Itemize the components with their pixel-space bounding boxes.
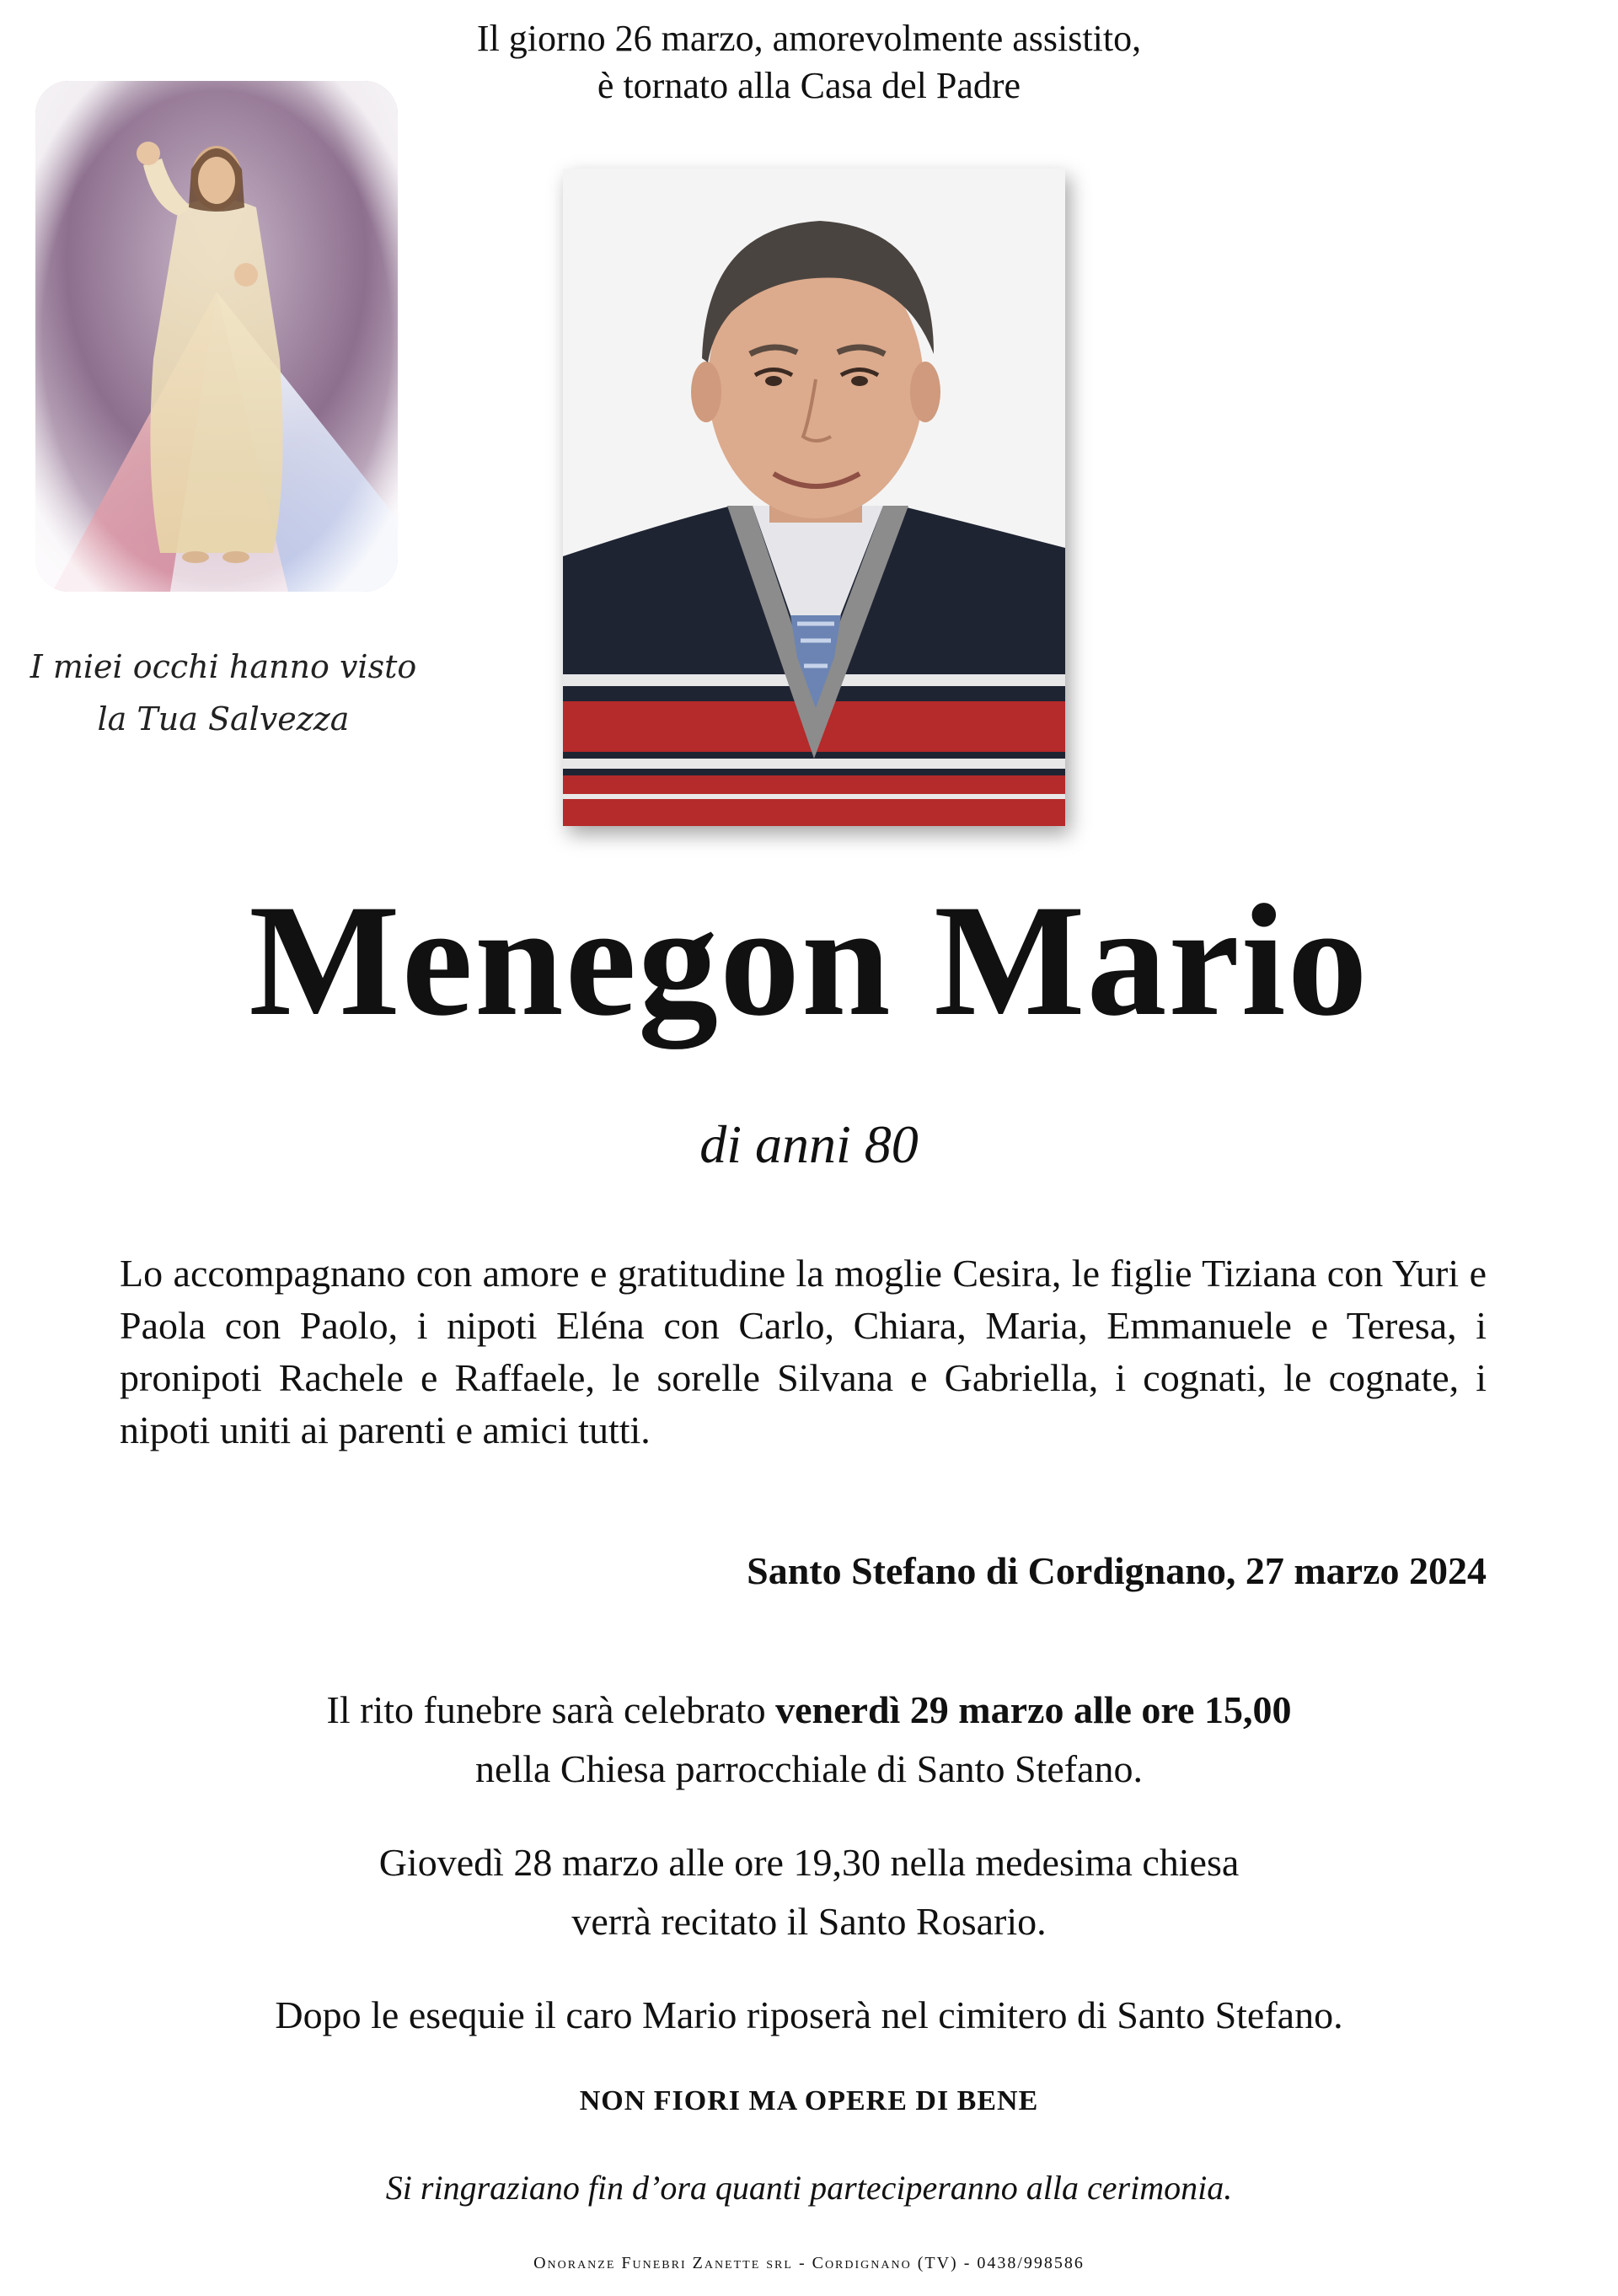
rosary-info	[0, 1833, 1618, 1951]
deceased-name: Menegon Mario	[249, 872, 1369, 1049]
holy-caption-line-2: la Tua Salvezza	[97, 700, 350, 738]
deceased-portrait	[563, 169, 1065, 826]
no-flowers-notice: NON FIORI MA OPERE DI BENE	[579, 2085, 1039, 2116]
rite-line-2: nella Chiesa parrocchiale di Santo Stefano.	[475, 1747, 1143, 1790]
intro-line-2: è tornato alla Casa del Padre	[597, 65, 1021, 106]
place-date: Santo Stefano di Cordignano, 27 marzo 2024	[747, 1549, 1487, 1592]
rosary-line-1: Giovedì 28 marzo alle ore 19,30 nella medesima chiesa	[378, 1841, 1240, 1884]
thanks-note: Si ringraziano fin d’ora quanti parteciperanno alla cerimonia.	[385, 2169, 1233, 2207]
family-paragraph: Lo accompagnano con amore e gratitudine la moglie Cesira, le figlie Tiziana con Yuri e Paola con Paolo, i nipoti Eléna con Carlo, Chiara, Maria, Emmanuele e Teresa, i pronipoti Rachele e Raffaele, le sorelle Silvana e Gabriella, i cognati, le cognate, i nipoti uniti ai parenti e amici tutti.	[120, 1252, 1487, 1451]
holy-caption	[25, 641, 421, 745]
holy-caption-line-1: I miei occhi hanno visto	[29, 648, 417, 685]
intro-line-1: Il giorno 26 marzo, amorevolmente assistito,	[476, 18, 1142, 59]
divine-mercy-illustration	[35, 81, 398, 592]
funeral-rite-info	[0, 1681, 1618, 1799]
rosary-line-2: verrà recitato il Santo Rosario.	[571, 1900, 1047, 1943]
portrait-illustration	[563, 169, 1065, 826]
rite-prefix: Il rito funebre sarà celebrato	[326, 1688, 776, 1731]
rite-datetime: venerdì 29 marzo alle ore 15,00	[775, 1688, 1292, 1731]
burial-info: Dopo le esequie il caro Mario riposerà nel cimitero di Santo Stefano.	[275, 1993, 1343, 2036]
deceased-age: di anni 80	[699, 1114, 919, 1174]
divine-mercy-image	[35, 81, 398, 592]
rite-line-1	[0, 1681, 1618, 1740]
funeral-home-footer: Onoranze Funebri Zanette srl - Cordignano (TV) - 0438/998586	[533, 2254, 1085, 2272]
